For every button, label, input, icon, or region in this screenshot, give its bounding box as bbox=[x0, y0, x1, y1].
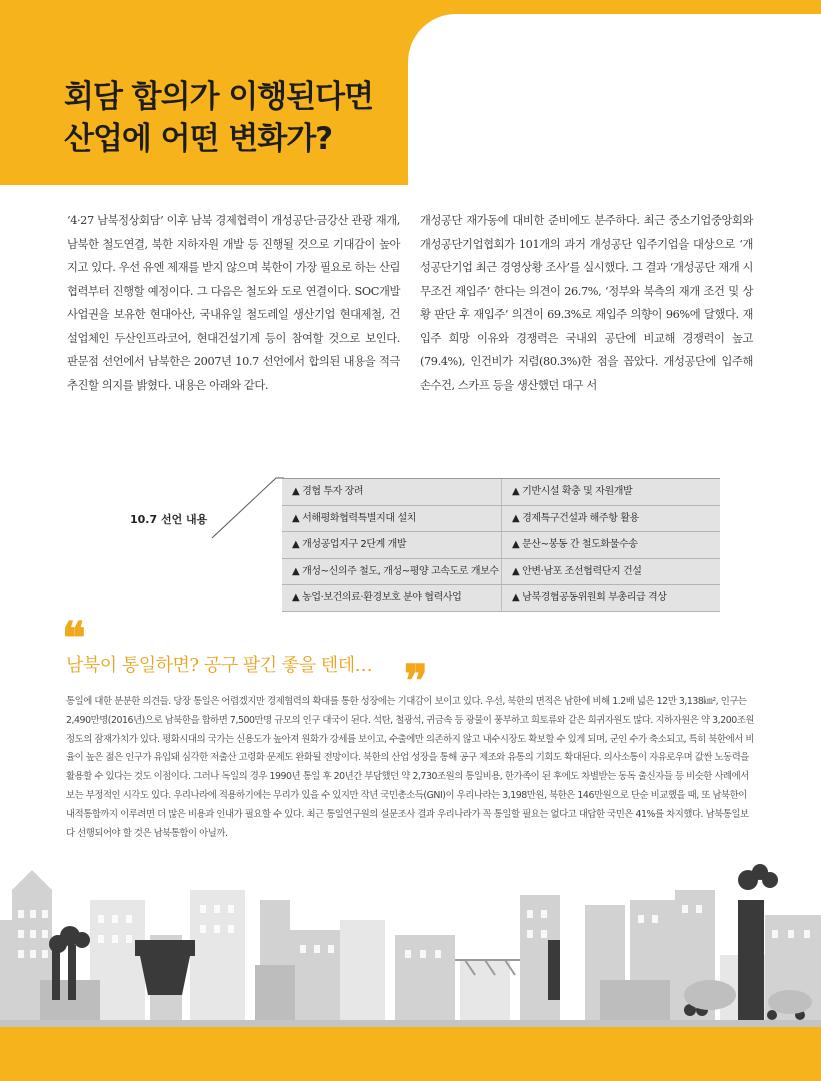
page-title-line-1: 회담 합의가 이행된다면 bbox=[64, 79, 374, 115]
table-row bbox=[282, 532, 720, 559]
table-cell: ▲ 개성공업지구 2단계 개발 bbox=[282, 532, 501, 558]
table-row bbox=[282, 559, 720, 586]
quote-heading: 남북이 통일하면? 공구 팔긴 좋을 텐데… bbox=[66, 655, 373, 676]
table-cell: ▲ 안변·남포 조선협력단지 건설 bbox=[501, 559, 720, 585]
table-cell: ▲ 남북경협공동위원회 부총리급 격상 bbox=[501, 585, 720, 611]
header-card bbox=[408, 14, 821, 189]
table-cell: ▲ 경협 투자 장려 bbox=[282, 479, 501, 505]
table-row bbox=[282, 479, 720, 506]
table-cell: ▲ 경제특구건설과 해주항 활용 bbox=[501, 506, 720, 532]
table-row bbox=[282, 506, 720, 533]
table-cell: ▲ 개성~신의주 철도, 개성~평양 고속도로 개보수 bbox=[282, 559, 501, 585]
table-cell: ▲ 서해평화협력특별지대 설치 bbox=[282, 506, 501, 532]
declaration-table bbox=[282, 478, 720, 612]
footer-band bbox=[0, 1027, 821, 1081]
declaration-label: 10.7 선언 내용 bbox=[130, 513, 208, 526]
table-cell: ▲ 농업·보건의료·환경보호 분야 협력사업 bbox=[282, 585, 501, 611]
article-left-column: ‘4·27 남북정상회담’ 이후 남북 경제협력이 개성공단·금강산 관광 재개, 남북한 철도연결, 북한 지하자원 개발 등 진행될 것으로 기대감이 높아지고 있다. 우선 유엔 제재를 받지 않으며 북한이 가장 필요로 하는 산림 협력부터 진행할 예정이다. 그 다음은 철도와 도로 연결이다. SOC개발사업권을 보유한 현대아산, 국내유일 철도레일 생산기업 현대제철, 건설업체인 두산인프라코어, 현대건설기계 등이 참여할 것으로 보인다. 판문점 선언에서 남북한은 2007년 10.7 선언에서 합의된 내용을 적극 추진할 의지를 밝혔다. 내용은 아래와 같다. bbox=[67, 214, 400, 392]
article-right-column: 개성공단 재가동에 대비한 준비에도 분주하다. 최근 중소기업중앙회와 개성공단기업협회가 101개의 과거 개성공단 입주기업을 대상으로 ‘개성공단기업 최근 경영상황 조사’를 실시했다. 그 결과 ‘개성공단 재개 시 무조건 재입주’ 한다는 의견이 26.7%, ‘정부와 북측의 재개 조건 및 상황 판단 후 재입주’ 의견이 69.3%로 재입주 의향이 96%에 달했다. 재입주 희망 이유와 경쟁력은 국내외 공단에 비교해 경쟁력이 높고(79.4%), 인건비가 저렴(80.3%)한 점을 꼽았다. 개성공단에 입주해 손수건, 스카프 등을 생산했던 대구 서 bbox=[420, 214, 753, 392]
close-quote-icon: ❞ bbox=[404, 656, 428, 707]
table-cell: ▲ 문산~봉동 간 철도화물수송 bbox=[501, 532, 720, 558]
table-cell: ▲ 기반시설 확충 및 자원개발 bbox=[501, 479, 720, 505]
page-title-line-2: 산업에 어떤 변화가? bbox=[64, 121, 333, 157]
quote-body: 통일에 대한 분분한 의견들. 당장 통일은 어렵겠지만 경제협력의 확대를 통한 성장에는 기대감이 보이고 있다. 우선, 북한의 면적은 남한에 비해 1.2배 넓은 12만 3,138㎞², 인구는 2,490만명(2016년)으로 남북한을 합하면 7,500만명 규모의 인구 대국이 된다. 석탄, 철광석, 귀금속 등 광물이 풍부하고 희토류와 같은 희귀자원도 많다. 지하자원은 약 3,200조원 정도의 잠재가치가 있다. 평화시대의 국가는 신용도가 높아져 원화가 강세를 보이고, 수출에만 의존하지 않고 내수시장도 확보할 수 있게 되며, 군인 수가 축소되고, 특히 북한에서 비율이 높은 젊은 인구가 유입돼 심각한 저출산 고령화 문제도 완화될 전망이다. 북한의 산업 성장을 통해 공구 제조와 유통의 기회도 확대된다. 의사소통이 자유로우며 값싼 노동력을 활용할 수 있다는 것도 이점이다. 그러나 독일의 경우 1990년 통일 후 20년간 부담했던 약 2,730조원의 통일비용, 한가족이 된 후에도 차별받는 동독 출신자들 등 비슷한 사례에서 보는 부정적인 시각도 있다. 우리나라에 적용하기에는 무리가 있을 수 있지만 작년 국민총소득(GNI)이 우리나라는 3,198만원, 북한은 146만원으로 단순 비교했을 때, 또 남북한이 내적통합까지 이루려면 더 많은 비용과 인내가 필요할 수 있다. 최근 통일연구원의 설문조사 결과 우리나라가 꼭 통일할 필요는 없다고 대답한 국민은 41%를 차지했다. 남북통일보다 선행되어야 할 것은 남북통합이 아닐까. bbox=[66, 696, 754, 839]
table-row bbox=[282, 585, 720, 612]
open-quote-icon: ❝ bbox=[62, 613, 86, 664]
industrial-city-skyline-icon bbox=[0, 860, 821, 1030]
page-title bbox=[64, 76, 373, 160]
declaration-connector-line bbox=[210, 476, 284, 540]
